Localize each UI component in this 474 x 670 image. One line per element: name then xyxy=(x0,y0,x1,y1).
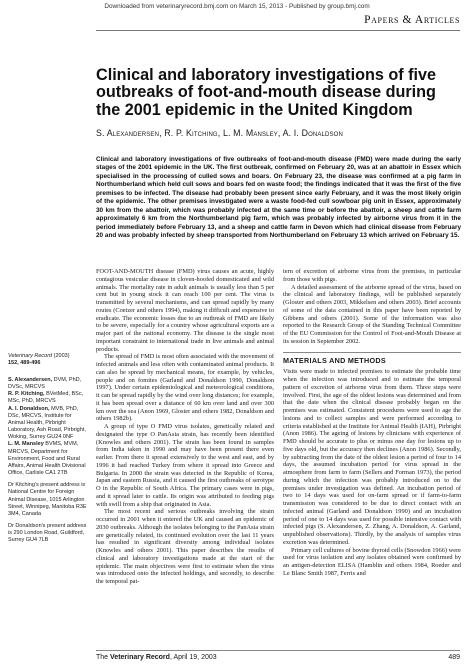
section-heading-methods: MATERIALS AND METHODS xyxy=(283,352,461,365)
body-paragraph: The spread of FMD is most often associated with the movement of infected animals and less often with contaminated animal products. It can also be spread by mechanical means, for example, by vehicles, people and on fomites (Garland and Donaldson 1990, Donaldson 1997). Under certain epidemiological and meteorological conditions, it can be spread rapidly by the wind over long distances; for example, it has been spread over a distance of 60 km over land and over 300 km over the sea (Anon 1969, Gloster and others 1982, Donaldson and others 1982b). xyxy=(96,353,274,423)
footer-date: , April 19, 2003 xyxy=(169,654,217,661)
affiliation-item: S. Alexandersen, DVM, PhD, DVSc, MRCVS xyxy=(8,377,82,391)
correspondence-note: Dr Donaldson's present address is 290 London Road, Guildford, Surrey GU4 7LB xyxy=(8,522,87,544)
citation-ref: 152, 489-496 xyxy=(8,360,41,367)
affiliation-item: L. M. Mansley BVMS, MVM, MRCVS, Department for Environment, Food and Rural Affairs, Animal Health Divisional Office, Carlisle CA1 2TB xyxy=(8,441,86,477)
affiliation-item: A. I. Donaldson, MVB, PhD, DSc, MRCVS, Institute for Animal Health, Pirbright Laboratory, Ash Road, Pirbright, Woking, Surrey GU24 0NF xyxy=(8,405,86,441)
download-notice: Downloaded from veterinaryrecord.bmj.com on March 15, 2013 - Published by group.bmj.com xyxy=(104,3,370,10)
citation-journal: Veterinary Record xyxy=(8,353,53,359)
article-title: Clinical and laboratory investigations of five outbreaks of foot-and-mouth disease during the 2001 epidemic in the United Kingdom xyxy=(96,66,437,119)
author-list: S. Alexandersen, R. P. Kitching, L. M. Mansley, A. I. Donaldson xyxy=(96,128,343,138)
abstract: Clinical and laboratory investigations of five outbreaks of foot-and-mouth disease (FMD) were made during the early stages of the 2001 epidemic in the UK. The first outbreak, confirmed on February 20, was at an abattoir in Essex which specialised in the processing of culled sows and boars. On February 23, the disease was confirmed at a pig farm in Northumberland which held cull sows and boars fed on waste food; the findings indicated that it was the first of the five premises to be infected. The disease had probably been present since early February, and it was the most likely origin of the epidemic. The other premises investigated were a waste food-fed cull sow/boar pig unit in Essex, approximately 30 km from the abattoir, which was probably infected at the same time or before the abattoir, a sheep and cattle farm approximately 6 km from the Northumberland pig farm, which was probably infected by airborne virus from it in the period immediately before February 13, and a sheep and cattle farm in Devon which had clinical disease from February 20 and was probably infected by sheep transported from Northumberland on February 13 which arrived on February 15. xyxy=(96,156,461,240)
correspondence-note: Dr Kitching's present address is National Centre for Foreign Animal Disease, 1015 Arlington Street, Winnipeg, Manitoba R3E 3M4, Canada xyxy=(8,482,87,517)
body-paragraph: FOOT-AND-MOUTH disease (FMD) virus causes an acute, highly contagious vesicular disease in cloven-hoofed domesticated and wild animals. The mortality rate in adult animals is usually less than 5 per cent but in young stock it can reach 100 per cent. The virus is transmitted by several mechanisms, and can spread rapidly by many routes (Coetzer and others 1994), making it difficult and expensive to eradicate. The economic losses due to an outbreak of FMD are likely to be severe, especially for a country whose agricultural exports are a major part of the national economy. The disease is the single most important constraint to international trade in live animals and animal products. xyxy=(96,268,274,353)
body-paragraph: Primary cell cultures of bovine thyroid cells (Snowdon 1966) were used for virus isolation and any isolates obtained were confirmed by an antigen-detection ELISA (Hamblin and others 1984, Roeder and Le Blanc Smith 1987, Ferris and xyxy=(283,546,461,577)
page-number: 489 xyxy=(448,654,460,661)
body-paragraph: A group of type O FMD virus isolates, genetically related and designated the type O PanAsia strain, has recently been identified (Knowles and others 2001). The strain has been found in samples from India taken in 1990 and may have been present there even earlier. From there it spread extensively to the west and east, and by 1996 it had reached Turkey from where it spread into Greece and Bulgaria. In 2000 the strain was detected in the Republic of Korea, Japan and eastern Russia, and it caused the first outbreaks of serotype O in the Republic of South Africa. The primary cases were in pigs, and it spread later to cattle. Its origin was attributed to feeding pigs with swill from a ship that originated in Asia. xyxy=(96,423,274,508)
affiliations-block xyxy=(8,377,88,544)
footer-journal: The Veterinary Record, April 19, 2003 xyxy=(96,654,217,661)
affiliation-item: R. P. Kitching, BVetMed, BSc, MSc, PhD, MRCVS xyxy=(8,391,84,405)
body-paragraph: Visits were made to infected premises to estimate the probable time when the infection was introduced and to estimate the temporal pattern of excretion of airborne virus from them. Three steps were involved. First, the age of the oldest lesions was determined and from that the date when the clinical disease probably began on the premises was estimated. Consistent procedures were used to age the lesions and to collect samples and were performed according to criteria established at the Institute for Animal Health (IAH), Pirbright (Anon 1986). The ageing of lesions by clinicians with experience of FMD should be accurate to plus or minus one day for lesions up to five days old, but the accuracy then declines (Anon 1986). Secondly, by subtracting from the date of the oldest lesion a period of four to 14 days, the assumed incubation period for virus spread in the atmosphere from farm to farm (Sellers and Forman 1973), the period during which the infection was probably introduced on to the premises under investigation was defined. An incubation period of two to 14 days was used for on-farm spread or if farm-to-farm transmission was considered to be due to direct contact with an infected animal (Garland and Donaldson 1990) and an incubation period of one to 14 days was used for possible intensive contact with infected pigs (S. Alexandersen, Z. Zhang, A. Donaldson, A. Garland, unpublished observations). Thirdly, by the analysis of samples virus excretion was determined. xyxy=(283,368,461,546)
body-column-left xyxy=(96,268,274,586)
section-label: Papers & Articles xyxy=(364,14,460,26)
citation-block xyxy=(8,353,88,367)
section-divider xyxy=(96,30,460,31)
citation-year: (2003) xyxy=(53,353,70,359)
footer-journal-name: Veterinary Record xyxy=(110,654,170,661)
body-column-right xyxy=(283,268,461,578)
footer-divider xyxy=(96,650,460,651)
body-paragraph: tern of excretion of airborne virus from the premises, in particular from those with pigs. xyxy=(283,268,461,283)
body-paragraph: The most recent and serious outbreaks involving the strain occurred in 2001 when it entered the UK and caused an epidemic of 2030 outbreaks. Although the isolates belonging to the PanAsia strain are genetically related, its continued evolution over the last 11 years has resulted in significant diversity among individual isolates (Knowles and others 2001). This paper describes the results of clinical and laboratory investigations made at the start of the epidemic. The main objectives were first to estimate when the virus was introduced onto the infected holdings, and secondly, to describe the temporal pat- xyxy=(96,508,274,585)
body-paragraph: A detailed assessment of the airborne spread of the virus, based on the clinical and laboratory findings, will be published separately (Gloster and others 2003, Mikkelsen and others 2003). Brief accounts of some of the data contained in this paper have been reported by Gibbens and others (2001). Some of the information was also reported to the Research Group of the Standing Technical Committee of the EU Commission for the Control of Foot-and-Mouth Disease at its session in September 2002. xyxy=(283,283,461,345)
